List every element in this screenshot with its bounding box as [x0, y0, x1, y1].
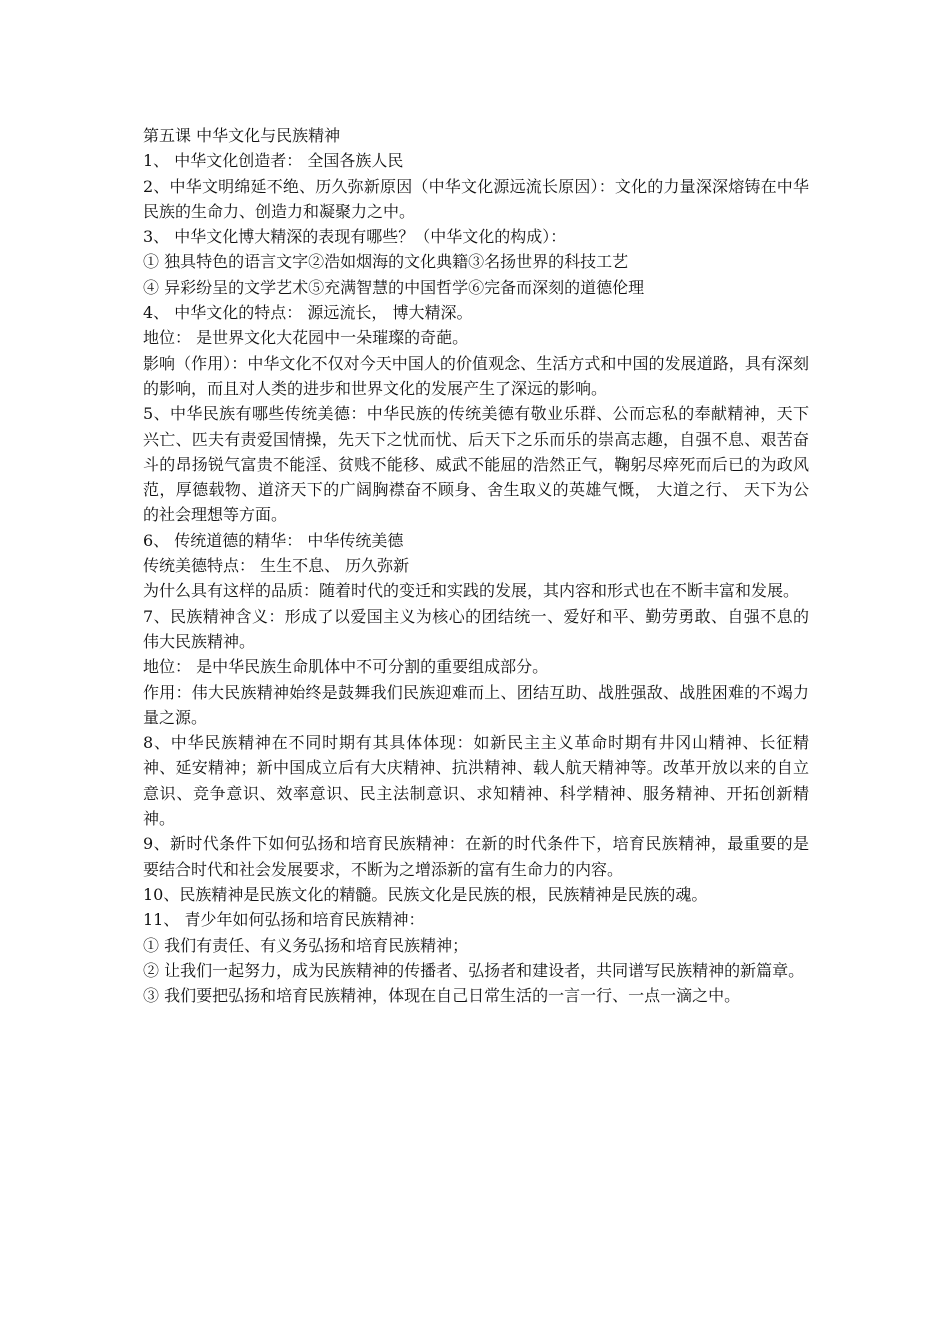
document-body	[143, 123, 809, 1008]
paragraph-12: 为什么具有这样的品质：随着时代的变迁和实践的发展，其内容和形式也在不断丰富和发展。	[143, 581, 800, 601]
paragraph-5: ④ 异彩纷呈的文学艺术⑤充满智慧的中国哲学⑥完备而深刻的道德伦理	[143, 277, 645, 297]
paragraph-17: 9、新时代条件下如何弘扬和培育民族精神：在新的时代条件下，培育民族精神，最重要的是要结合时代和社会发展要求，不断为之增添新的富有生命力的内容。	[143, 834, 809, 879]
paragraph-9: 5、中华民族有哪些传统美德：中华民族的传统美德有敬业乐群、公而忘私的奉献精神，天下兴亡、匹夫有责爱国情操，先天下之忧而忧、后天下之乐而乐的崇高志趣，自强不息、艰苦奋斗的昂扬锐气富贵不能淫、贫贱不能移、威武不能屈的浩然正气，鞠躬尽瘁死而后已的为政风范，厚德载物、道济天下的广阔胸襟奋不顾身、舍生取义的英雄气慨， 大道之行、 天下为公的社会理想等方面。	[143, 404, 809, 525]
paragraph-7: 地位： 是世界文化大花园中一朵璀璨的奇葩。	[143, 328, 469, 348]
paragraph-6: 4、 中华文化的特点： 源远流长， 博大精深。	[143, 303, 473, 323]
lesson-title: 第五课 中华文化与民族精神	[143, 126, 341, 145]
paragraph-8: 影响（作用）：中华文化不仅对今天中国人的价值观念、生活方式和中国的发展道路，具有深刻的影响，而且对人类的进步和世界文化的发展产生了深远的影响。	[143, 353, 809, 398]
paragraph-14: 地位： 是中华民族生命肌体中不可分割的重要组成部分。	[143, 657, 549, 677]
paragraph-16: 8、中华民族精神在不同时期有其具体体现：如新民主主义革命时期有井冈山精神、长征精神、延安精神；新中国成立后有大庆精神、抗洪精神、载人航天精神等。改革开放以来的自立意识、竞争意识、效率意识、民主法制意识、求知精神、科学精神、服务精神、开拓创新精神。	[143, 733, 809, 829]
paragraph-13: 7、民族精神含义：形成了以爱国主义为核心的团结统一、爱好和平、勤劳勇敢、自强不息的伟大民族精神。	[143, 606, 809, 651]
paragraph-20: ① 我们有责任、有义务弘扬和培育民族精神；	[143, 935, 469, 955]
paragraph-4: ① 独具特色的语言文字②浩如烟海的文化典籍③名扬世界的科技工艺	[143, 252, 629, 272]
paragraph-22: ③ 我们要把弘扬和培育民族精神，体现在自己日常生活的一言一行、一点一滴之中。	[143, 986, 741, 1006]
paragraph-19: 11、 青少年如何弘扬和培育民族精神：	[143, 910, 425, 930]
paragraph-18: 10、民族精神是民族文化的精髓。民族文化是民族的根，民族精神是民族的魂。	[143, 884, 708, 904]
paragraph-3: 3、 中华文化博大精深的表现有哪些？（中华文化的构成）：	[143, 227, 567, 247]
paragraph-21: ② 让我们一起努力，成为民族精神的传播者、弘扬者和建设者，共同谱写民族精神的新篇章。	[143, 960, 805, 980]
paragraph-2: 2、中华文明绵延不绝、历久弥新原因（中华文化源远流长原因）：文化的力量深深熔铸在中华民族的生命力、创造力和凝聚力之中。	[143, 176, 809, 221]
paragraph-15: 作用：伟大民族精神始终是鼓舞我们民族迎难而上、团结互助、战胜强敌、战胜困难的不竭力量之源。	[143, 682, 809, 727]
paragraph-1: 1、 中华文化创造者： 全国各族人民	[143, 151, 404, 171]
paragraph-11: 传统美德特点： 生生不息、 历久弥新	[143, 556, 410, 576]
paragraph-10: 6、 传统道德的精华： 中华传统美德	[143, 530, 404, 550]
